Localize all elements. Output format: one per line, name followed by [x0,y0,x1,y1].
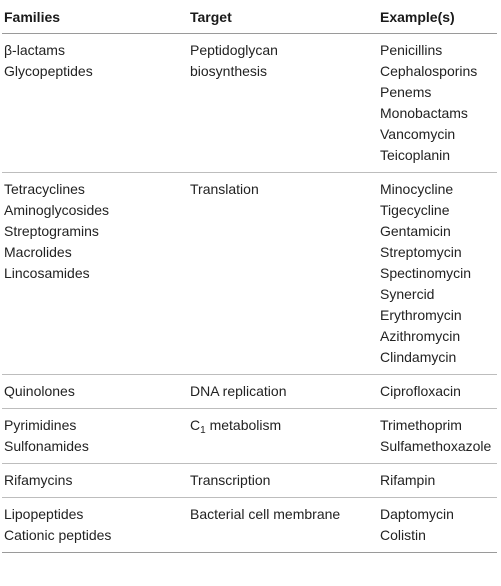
examples-cell [380,34,497,173]
examples-cell [380,498,497,553]
examples-cell [380,173,497,375]
target-cell [190,34,380,173]
families-cell [2,409,190,464]
example-drug: Streptomycin [380,244,462,260]
example-drug: Ciprofloxacin [380,383,461,399]
example-drug: Vancomycin [380,126,456,142]
target-subscript: 1 [200,425,206,436]
examples-cell [380,375,497,409]
target-text: DNA replication [190,383,287,399]
target-text: Peptidoglycan [190,42,278,58]
header-row [2,3,497,34]
target-text: biosynthesis [190,63,268,79]
example-drug: Penicillins [380,42,443,58]
example-drug: Penems [380,84,432,100]
examples-cell [380,409,497,464]
table-row [2,375,497,409]
target-text [190,415,380,436]
example-drug: Cephalosporins [380,63,478,79]
target-cell [190,498,380,553]
table-row [2,34,497,173]
family-name: Cationic peptides [4,527,112,543]
table-row [2,173,497,375]
family-name: Lincosamides [4,265,90,281]
header-examples: Example(s) [380,3,497,34]
header-target: Target [190,3,380,34]
example-drug: Rifampin [380,472,436,488]
family-name: Rifamycins [4,472,73,488]
example-drug: Clindamycin [380,349,457,365]
example-drug: Synercid [380,286,435,302]
target-cell [190,409,380,464]
example-drug: Azithromycin [380,328,461,344]
families-cell [2,34,190,173]
example-drug: Sulfamethoxazole [380,438,492,454]
example-drug: Tigecycline [380,202,450,218]
family-name: Lipopeptides [4,506,84,522]
example-drug: Colistin [380,527,426,543]
table-row [2,409,497,464]
family-name: Sulfonamides [4,438,89,454]
family-name: Pyrimidines [4,417,77,433]
target-text: Bacterial cell membrane [190,506,341,522]
families-cell [2,498,190,553]
family-name: β-lactams [4,42,65,58]
target-text: Transcription [190,472,271,488]
target-text: Translation [190,181,259,197]
antibiotic-families-table [2,3,497,553]
table-row [2,498,497,553]
example-drug: Minocycline [380,181,454,197]
example-drug: Daptomycin [380,506,454,522]
target-text-suffix: metabolism [205,417,282,433]
example-drug: Gentamicin [380,223,451,239]
example-drug: Erythromycin [380,307,462,323]
examples-cell [380,464,497,498]
family-name: Tetracyclines [4,181,85,197]
families-cell [2,375,190,409]
family-name: Aminoglycosides [4,202,110,218]
target-cell [190,375,380,409]
header-families: Families [2,3,190,34]
example-drug: Monobactams [380,105,468,121]
family-name: Macrolides [4,244,72,260]
target-cell [190,464,380,498]
example-drug: Spectinomycin [380,265,472,281]
families-cell [2,173,190,375]
target-text-prefix: C [190,417,201,433]
family-name: Streptogramins [4,223,99,239]
families-cell [2,464,190,498]
table-row [2,464,497,498]
example-drug: Teicoplanin [380,147,451,163]
family-name: Glycopeptides [4,63,93,79]
example-drug: Trimethoprim [380,417,462,433]
family-name: Quinolones [4,383,75,399]
target-cell [190,173,380,375]
